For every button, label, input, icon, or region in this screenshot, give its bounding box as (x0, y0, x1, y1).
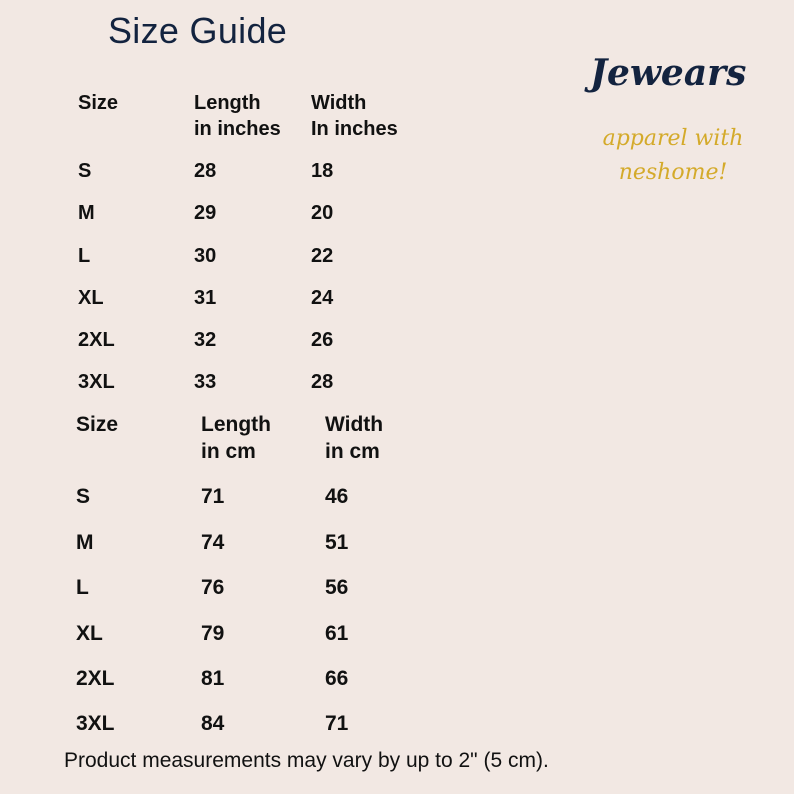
cm-length-cell: 79 (201, 622, 225, 645)
cm-header-width-unit: in cm (325, 440, 380, 463)
cm-size-cell: S (76, 485, 91, 508)
cm-width-cell: 61 (325, 622, 349, 645)
brand-tagline (598, 122, 748, 190)
cm-size-cell: XL (76, 622, 103, 645)
inches-length-cell: 28 (194, 160, 217, 182)
brand-tagline-line2: neshome! (618, 160, 728, 186)
cm-width-cell: 46 (325, 485, 349, 508)
inches-size-cell: 3XL (78, 371, 115, 393)
inches-width-cell: 20 (311, 202, 334, 224)
cm-length-cell: 74 (201, 531, 225, 554)
inches-length-cell: 29 (194, 202, 217, 224)
cm-header-width: Width (325, 413, 384, 436)
inches-width-cell: 18 (311, 160, 334, 182)
inches-width-cell: 24 (311, 287, 334, 309)
inches-width-cell: 26 (311, 329, 334, 351)
inches-width-cell: 28 (311, 371, 334, 393)
cm-size-cell: M (76, 531, 94, 554)
inches-size-cell: L (78, 245, 91, 267)
cm-size-cell: 3XL (76, 712, 115, 735)
page-title: Size Guide (108, 10, 288, 51)
inches-length-cell: 31 (194, 287, 217, 309)
cm-length-cell: 71 (201, 485, 225, 508)
cm-size-cell: 2XL (76, 667, 115, 690)
brand-logo: Jewears (590, 52, 747, 94)
measurement-note: Product measurements may vary by up to 2" (5 cm). (64, 749, 549, 772)
inches-width-cell: 22 (311, 245, 334, 267)
inches-length-cell: 30 (194, 245, 217, 267)
inches-length-cell: 32 (194, 329, 217, 351)
inches-size-cell: M (78, 202, 95, 224)
inches-header-width: Width (311, 92, 367, 114)
cm-width-cell: 51 (325, 531, 349, 554)
inches-header-width-unit: In inches (311, 118, 398, 140)
cm-header-length: Length (201, 413, 271, 436)
cm-size-cell: L (76, 576, 89, 599)
cm-width-cell: 66 (325, 667, 349, 690)
cm-width-cell: 71 (325, 712, 349, 735)
cm-width-cell: 56 (325, 576, 349, 599)
inches-size-cell: XL (78, 287, 104, 309)
inches-length-cell: 33 (194, 371, 217, 393)
cm-length-cell: 76 (201, 576, 225, 599)
inches-header-length-unit: in inches (194, 118, 281, 140)
cm-length-cell: 84 (201, 712, 225, 735)
cm-header-size: Size (76, 413, 119, 436)
cm-header-length-unit: in cm (201, 440, 256, 463)
cm-length-cell: 81 (201, 667, 225, 690)
inches-size-cell: S (78, 160, 92, 182)
brand-tagline-line1: apparel with (602, 126, 744, 151)
inches-header-length: Length (194, 92, 261, 114)
inches-size-cell: 2XL (78, 329, 115, 351)
inches-header-size: Size (78, 92, 119, 114)
